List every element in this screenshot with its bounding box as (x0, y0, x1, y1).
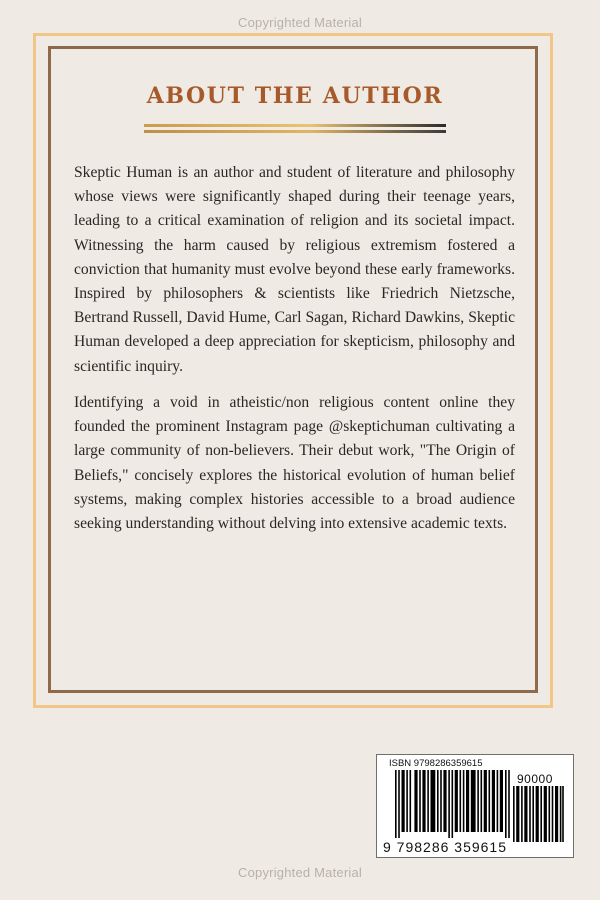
copyright-watermark-top: Copyrighted Material (238, 15, 362, 30)
section-heading: ABOUT THE AUTHOR (146, 83, 444, 109)
bio-paragraph-1: Skeptic Human is an author and student of literature and philosophy whose views were significantly shaped during their teenage years, leading to a critical examination of religion and its societal impact. Witnessing the harm caused by religious extremism fostered a conviction that humanity must evolve beyond these early frameworks. Inspired by philosophers & scientists like Friedrich Nietzsche, Bertrand Russell, David Hume, Carl Sagan, Richard Dawkins, Skeptic Human developed a deep appreciation for skepticism, philosophy and scientific inquiry. (74, 164, 515, 375)
isbn-label: ISBN 9798286359615 (389, 758, 483, 769)
barcode-digits: 9 798286 359615 (383, 839, 507, 855)
price-code: 90000 (517, 772, 553, 786)
price-addon-barcode-icon (513, 786, 564, 842)
barcode-box (376, 754, 574, 858)
heading-rule-top (144, 124, 446, 127)
bio-paragraph-2: Identifying a void in atheistic/non religious content online they founded the prominent Instagram page @skeptichuman cultivating a large community of non-believers. Their debut work, "The Origin of Beliefs," concisely explores the historical evolution of human belief systems, making complex histories accessible to a broad audience seeking understanding without delving into extensive academic texts. (74, 394, 515, 533)
ean13-barcode-icon (395, 770, 510, 838)
heading-rule-bottom (144, 130, 446, 133)
copyright-watermark-bottom: Copyrighted Material (238, 865, 362, 880)
